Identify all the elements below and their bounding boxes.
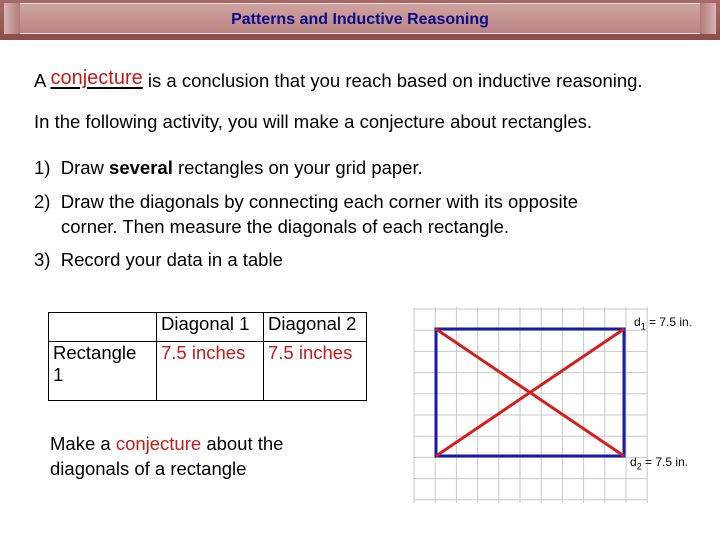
title-bar	[0, 0, 720, 40]
definition-term: conjecture	[50, 67, 143, 89]
grid-figure	[410, 307, 655, 507]
step-3-text: Record your data in a table	[60, 249, 283, 270]
data-table	[48, 312, 367, 401]
slide-title: Patterns and Inductive Reasoning	[231, 11, 489, 28]
table-header-diagonal-2: Diagonal 2	[264, 313, 367, 342]
d1-label-name: d	[634, 315, 641, 329]
prompt-after: about the	[206, 433, 284, 454]
intro-text: In the following activity, you will make a conjecture about rectangles.	[34, 111, 593, 132]
grid-svg	[410, 307, 655, 507]
prompt-before: Make a	[50, 433, 111, 454]
step-1-bold: several	[109, 157, 173, 178]
step-2-line2: corner. Then measure the diagonals of each rectangle.	[61, 216, 510, 237]
step-3	[34, 249, 283, 271]
table-row-label	[49, 342, 157, 401]
definition-suffix: is a conclusion that you reach based on inductive reasoning.	[147, 70, 643, 91]
d1-label	[634, 315, 692, 331]
step-3-number: 3)	[34, 249, 51, 270]
table-header-diagonal-1: Diagonal 1	[157, 313, 264, 342]
step-2	[34, 191, 578, 213]
d1-label-value: = 7.5 in.	[645, 315, 693, 329]
table-row-label-line1: Rectangle	[53, 342, 137, 363]
table-header-row	[49, 313, 367, 342]
step-1-text-before: Draw	[60, 157, 104, 178]
prompt-line-2: diagonals of a rectangle	[50, 458, 247, 479]
d2-label-value: = 7.5 in.	[641, 455, 689, 469]
prompt-line-1	[50, 433, 283, 455]
table-row-label-line2: 1	[53, 364, 64, 385]
step-1-number: 1)	[34, 157, 51, 178]
definition-prefix: A	[34, 70, 46, 91]
table-row	[49, 342, 367, 401]
d2-label-name: d	[630, 455, 637, 469]
table-header-empty	[49, 313, 157, 342]
step-1	[34, 157, 423, 179]
d2-label-sub: 2	[636, 461, 642, 472]
table-cell-diagonal-2: 7.5 inches	[264, 342, 367, 401]
d2-label	[630, 455, 688, 471]
prompt-term: conjecture	[115, 433, 202, 454]
table-cell-diagonal-1: 7.5 inches	[157, 342, 264, 401]
step-1-text-after: rectangles on your grid paper.	[177, 157, 423, 178]
step-2-line1: Draw the diagonals by connecting each corner with its opposite	[60, 191, 579, 212]
step-2-number: 2)	[34, 191, 51, 212]
definition-line	[34, 67, 643, 93]
d1-label-sub: 1	[640, 321, 646, 332]
